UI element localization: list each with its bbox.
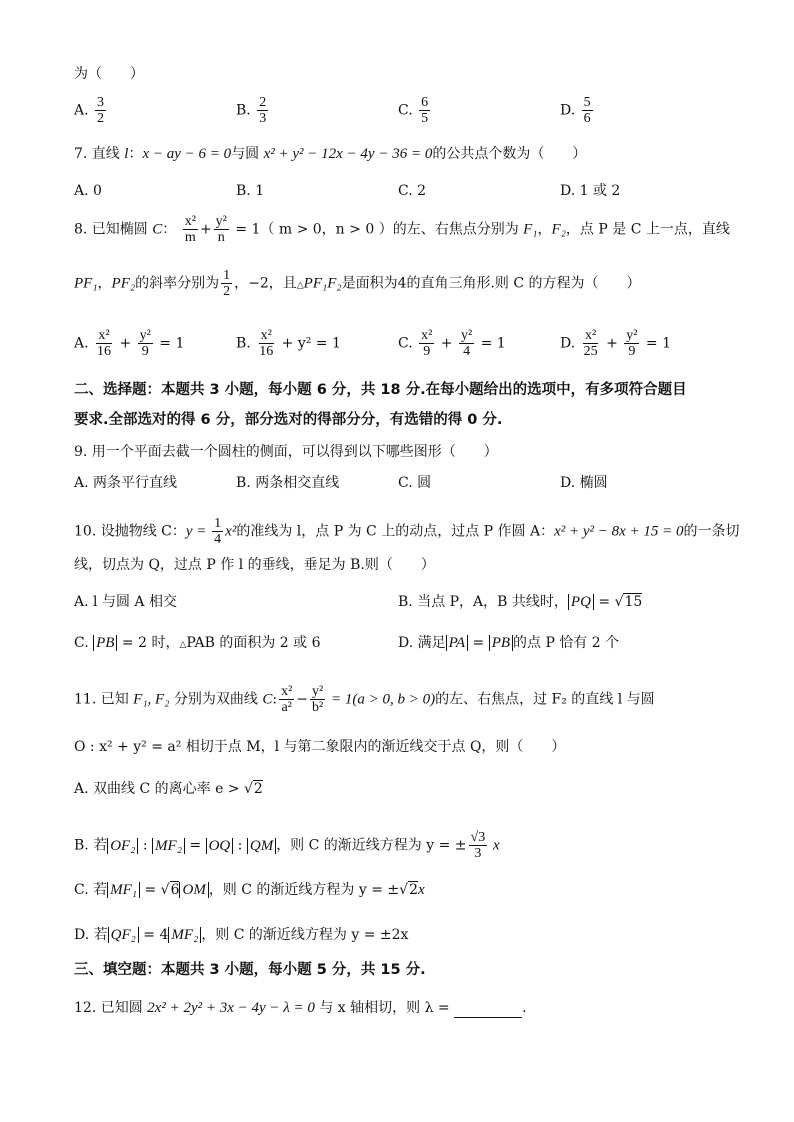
q8-option-c[interactable]: C. $\frac{\text{x²}}{9}$ + $\frac{\text{y²}}{4}$ = 1 — [398, 328, 506, 359]
q6-stem-tail: 为（ ） — [74, 66, 144, 82]
q10-stem-line2: 线，切点为 Q，过点 P 作 l 的垂线，垂足为 B.则（ ） — [74, 557, 435, 573]
q10-stem-line1: 10. 设抛物线 C：y = $\frac{1}{4}$ x²的准线为 l，点 P 为 C 上的动点，过点 P 作圆 A：x² + y² − 8x + 15 = 0的一条切 — [74, 516, 740, 547]
q12-stem: 12. 已知圆 2x² + 2y² + 3x − 4y − λ = 0 与 x 轴相切，则 λ = . — [74, 1000, 527, 1016]
q11-stem-line1: 11. 已知 F₁, F₂ 分别为双曲线 C: $\frac{\text{x²}}{\text{a²}}$ − $\frac{\text{y²}}{\text{b²}}$ = 1(a > 0, b > 0)的左、右焦点，过 F₂ 的直线 l 与圆 — [74, 684, 655, 715]
q9-option-b[interactable]: B. 两条相交直线 — [236, 475, 340, 491]
q7-stem: 7. 直线 l：x − ay − 6 = 0与圆 x² + y² − 12x − 4y − 36 = 0的公共点个数为（ ） — [74, 146, 587, 162]
q9-option-d[interactable]: D. 椭圆 — [560, 475, 608, 491]
q11-option-d[interactable]: D. 若 QF₂ = 4 MF₂ ，则 C 的渐近线方程为 y = ±2x — [74, 927, 409, 943]
q9-stem: 9. 用一个平面去截一个圆柱的侧面，可以得到以下哪些图形（ ） — [74, 444, 498, 460]
q8-option-d[interactable]: D. $\frac{\text{x²}}{25}$ + $\frac{\text{y²}}{9}$ = 1 — [560, 328, 672, 359]
section-2-instructions: 要求.全部选对的得 6 分，部分选对的得部分分，有选错的得 0 分. — [74, 412, 503, 428]
q11-option-b[interactable]: B. 若 OF₂ : MF₂ = OQ : QM ，则 C 的渐近线方程为 y = ± $\frac{√3}{3}$ x — [74, 830, 500, 861]
q7-option-a[interactable]: A. 0 — [74, 183, 102, 199]
q11-option-c[interactable]: C. 若 MF₁ = √6 OM ，则 C 的渐近线方程为 y = ±√2x — [74, 882, 425, 898]
q9-option-c[interactable]: C. 圆 — [398, 475, 432, 491]
q7-option-b[interactable]: B. 1 — [236, 183, 265, 199]
q9-option-a[interactable]: A. 两条平行直线 — [74, 475, 178, 491]
q10-option-a[interactable]: A. l 与圆 A 相交 — [74, 594, 177, 610]
q8-stem-line1: 8. 已知椭圆 C： $\frac{\text{x²}}{m}$ + $\frac{\text{y²}}{n}$ = 1（ m > 0，n > 0 ）的左、右焦点分别为 F₁，F₂，点 P 是 C 上一点，直线 — [74, 214, 730, 245]
q12-answer-blank[interactable] — [454, 1003, 522, 1018]
q11-stem-line2: O : x² + y² = a² 相切于点 M，l 与第二象限内的渐近线交于点 Q，则（ ） — [74, 739, 566, 755]
q6-option-c[interactable]: C. $\frac{6}{5}$ — [398, 95, 429, 126]
section-3-heading: 三、填空题：本题共 3 小题，每小题 5 分，共 15 分. — [74, 962, 426, 978]
q7-option-d[interactable]: D. 1 或 2 — [560, 183, 621, 199]
q6-option-b[interactable]: B. $\frac{2}{3}$ — [236, 95, 267, 126]
q8-option-a[interactable]: A. $\frac{\text{x²}}{16}$ + $\frac{\text{y²}}{9}$ = 1 — [74, 328, 185, 359]
q8-stem-line2: PF₁，PF₂的斜率分别为 $\frac{1}{2}$ ，−2，且△PF₁F₂是面积为4的直角三角形.则 C 的方程为（ ） — [74, 268, 641, 299]
q6-option-a[interactable]: A. $\frac{3}{2}$ — [74, 95, 105, 126]
q10-option-b[interactable]: B. 当点 P，A，B 共线时， PQ = √15 — [398, 594, 643, 610]
q10-option-d[interactable]: D. 满足 PA = PB 的点 P 恰有 2 个 — [398, 635, 620, 651]
q7-option-c[interactable]: C. 2 — [398, 183, 427, 199]
q11-option-a[interactable]: A. 双曲线 C 的离心率 e > √2 — [74, 781, 263, 797]
q8-option-b[interactable]: B. $\frac{\text{x²}}{16}$ + y² = 1 — [236, 328, 341, 359]
q10-option-c[interactable]: C. PB = 2 时，△PAB 的面积为 2 或 6 — [74, 635, 321, 651]
section-2-heading: 二、选择题：本题共 3 小题，每小题 6 分，共 18 分.在每小题给出的选项中，有多项符合题目 — [74, 382, 687, 398]
q6-option-d[interactable]: D. $\frac{5}{6}$ — [560, 95, 591, 126]
